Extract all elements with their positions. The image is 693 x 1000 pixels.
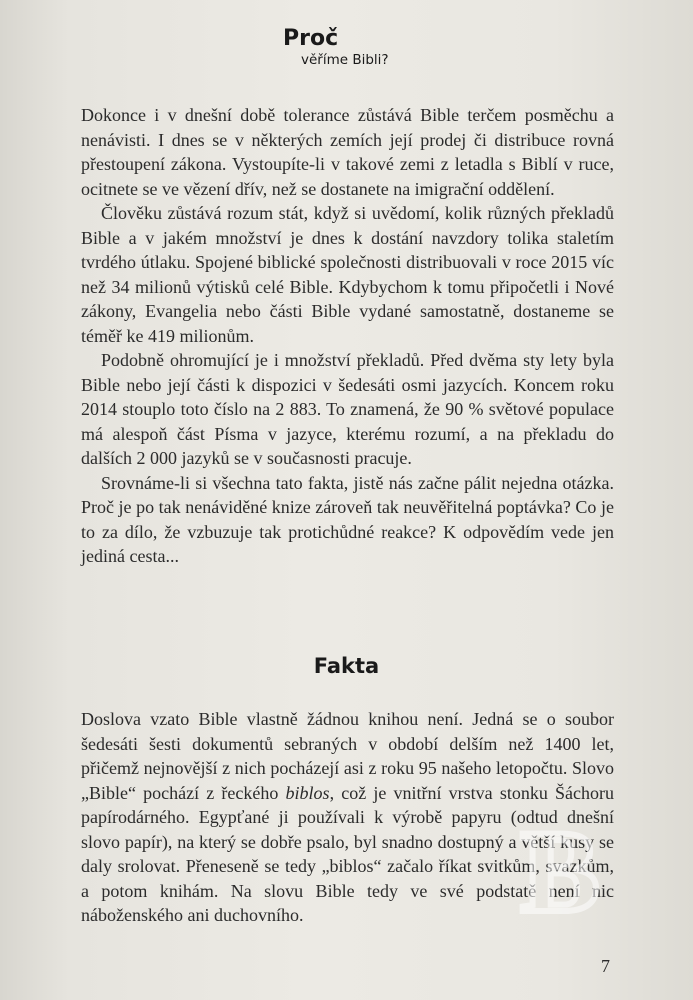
running-head-subtitle: věříme Bibli? bbox=[301, 52, 389, 68]
page-number: 7 bbox=[601, 956, 610, 976]
running-head-title: Proč bbox=[283, 26, 339, 51]
intro-text-block bbox=[81, 103, 614, 569]
paragraph-intro-1: Dokonce i v dnešní době tolerance zůstává Bible terčem posměchu a nenávisti. I dnes se v některých zemích její prodej či distribuce rovná přestoupení zákona. Vystoupíte-li v takové zemi z letadla s Biblí v ruce, ocitnete se ve vězení dřív, než se dostanete na imigrační oddělení. bbox=[81, 105, 614, 199]
publisher-watermark-logo bbox=[505, 803, 615, 928]
watermark-letter: B bbox=[520, 806, 600, 928]
facts-italic-term: biblos bbox=[285, 782, 330, 803]
running-head bbox=[283, 26, 389, 68]
facts-text-part-2: , což je vnitřní vrstva stonku Šáchoru papírodárného. Egypťané ji používali k výrobě papyru (odtud dnešní slovo papír), na který se dobře psalo, byl snadno dostupný a větší kusy se daly srolovat. Přeneseně se tedy „biblos“ začalo říkat svitkům, svazkům, a potom knihám. Na slovu Bible tedy ve své podstatě není nic náboženského ani duchovního. bbox=[81, 782, 614, 925]
paragraph-intro-4: Srovnáme-li si všechna tato fakta, jistě nás začne pálit nejedna otázka. Proč je po tak nenáviděné knize zároveň tak neuvěřitelná poptávka? Co je to za dílo, že vzbuzuje tak protichůdné reakce? K odpovědím vede jen jediná cesta... bbox=[81, 472, 614, 566]
paragraph-intro-3: Podobně ohromující je i množství překladů. Před dvěma sty lety byla Bible nebo její části k dispozici v šedesáti osmi jazycích. Koncem roku 2014 stouplo toto číslo na 2 883. To znamená, že 90 % světové populace má alespoň část Písma v jazyce, kterému rozumí, a na překladu do dalších 2 000 jazyků se v současnosti pracuje. bbox=[81, 350, 614, 468]
section-heading: Fakta bbox=[313, 654, 380, 678]
facts-text-part-1: Doslova vzato Bible vlastně žádnou knihou není. Jedná se o soubor šedesáti šesti dokumentů sebraných v období delším než 1400 let, přičemž nejnovější z nich pocházejí asi z roku 95 našeho letopočtu. Slovo „Bible“ pochází z řeckého bbox=[81, 709, 614, 803]
paragraph-intro-2: Člověku zůstává rozum stát, když si uvědomí, kolik různých překladů Bible a v jakém množství je dnes k dostání navzdory tolika staletím tvrdého útlaku. Spojené biblické společnosti distribuovali v roce 2015 víc než 34 milionů výtisků celé Bible. Kdybychom k tomu připočetli i Nové zákony, Evangelia nebo části Bible vydané samostatně, dostaneme se téměř ke 419 milionům. bbox=[81, 203, 614, 346]
